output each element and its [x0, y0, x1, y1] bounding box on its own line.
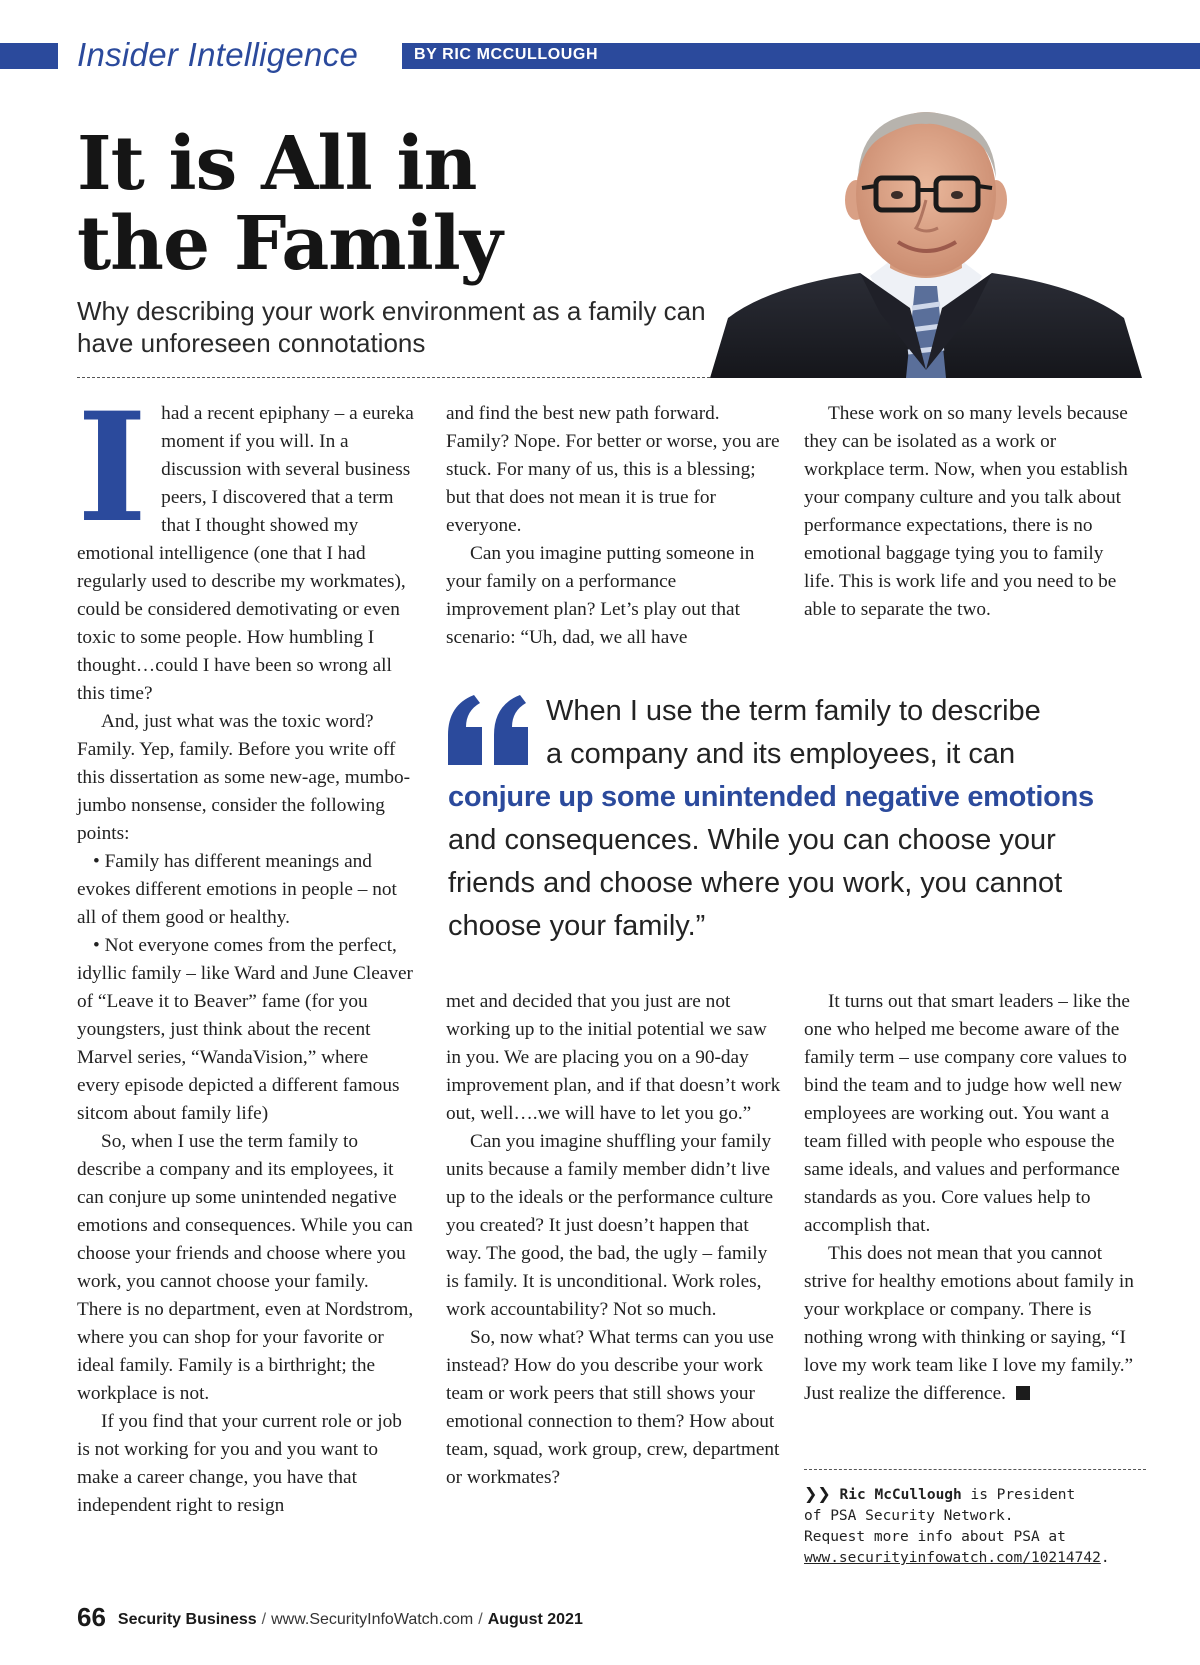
paragraph: Can you imagine shuffling your family units because a family member didn’t live up to the ideals or the performance culture you created? It just doesn’t happen that way. The good, the bad, the ugly – family is family. It is unconditional. Work roles, work accountability? Not so much.: [446, 1131, 774, 1320]
drop-cap: I: [77, 380, 148, 556]
header-left-bar: [0, 43, 58, 69]
footer-website: www.SecurityInfoWatch.com: [271, 1611, 474, 1628]
column-3-bottom: [804, 988, 1144, 1408]
paragraph-text: This does not mean that you cannot strive for healthy emotions about family in your workplace or company. There is nothing wrong with thinking or saying, “I love my work team like I love my family.” Just realize the difference.: [804, 1243, 1134, 1404]
title-line-2: the Family: [77, 201, 502, 287]
bio-name: Ric McCullough: [839, 1487, 962, 1503]
section-title: Insider Intelligence: [77, 36, 359, 73]
pull-quote-line: a company and its employees, it can: [546, 738, 1016, 770]
paragraph: and find the best new path forward. Family? Nope. For better or worse, you are stuck. For many of us, this is a blessing; but that does not mean it is true for everyone.: [446, 403, 780, 536]
bio-punctuation: .: [1100, 1550, 1110, 1566]
paragraph: So, now what? What terms can you use instead? How do you describe your work team or work peers that still shows your emotional connection to them? How about team, squad, work group, crew, department or workmates?: [446, 1327, 780, 1488]
author-bio: [804, 1483, 1164, 1569]
author-photo: [710, 108, 1142, 378]
column-2-top: [446, 400, 781, 652]
title-line-1: It is All in: [77, 121, 477, 207]
bio-text: is President: [961, 1487, 1076, 1503]
header-divider: [77, 377, 710, 378]
pull-quote-highlight: conjure up some unintended negative emotions: [448, 781, 1094, 813]
paragraph: met and decided that you just are not working up to the initial potential we saw in you. We are placing you on a 90-day improvement plan, and if that doesn’t work out, well….we will have to let you go.”: [446, 991, 781, 1124]
footer-separator: /: [478, 1611, 483, 1628]
footer-separator: /: [261, 1611, 267, 1628]
double-chevron-icon: ❯❯: [804, 1484, 831, 1503]
publication-name: Security Business: [117, 1611, 257, 1628]
pull-quote-line: friends and choose where you work, you cannot: [448, 867, 1063, 899]
column-2-bottom: [446, 988, 781, 1492]
pull-quote-line: choose your family.”: [448, 910, 706, 942]
pull-quote-line: and consequences. While you can choose your: [448, 824, 1056, 856]
paragraph: [804, 1240, 1144, 1408]
paragraph: If you find that your current role or job is not working for you and you want to make a career change, you have that independent right to resign: [77, 1411, 402, 1516]
paragraph: So, when I use the term family to describe a company and its employees, it can conjure up some unintended negative emotions and consequences. While you can choose your friends and choose where you work, you cannot choose your family. There is no department, even at Nordstrom, where you can shop for your favorite or ideal family. Family is a birthright; the workplace is not.: [77, 1131, 414, 1404]
bullet-item: • Not everyone comes from the perfect, idyllic family – like Ward and June Cleaver of “Leave it to Beaver” fame (for you youngsters, just think about the recent Marvel series, “WandaVision,” where every episode depicted a different famous sitcom about family life): [77, 935, 413, 1124]
column-3-top: [804, 400, 1134, 624]
end-mark-icon: [1016, 1386, 1030, 1400]
bio-divider: [804, 1469, 1146, 1470]
bio-text: of PSA Security Network.: [804, 1508, 1014, 1524]
paragraph: Can you imagine putting someone in your family on a performance improvement plan? Let’s play out that scenario: “Uh, dad, we all have: [446, 543, 755, 648]
page-footer: [77, 1602, 583, 1633]
pull-quote-line: When I use the term family to describe: [546, 695, 1041, 727]
bio-text: Request more info about PSA at: [804, 1529, 1066, 1545]
column-1: [77, 380, 415, 1520]
paragraph: had a recent epiphany – a eureka moment if you will. In a discussion with several business peers, I discovered that a term that I thought showed my emotional intelligence (one that I had regularly used to describe my workmates), could be considered demotivating or even toxic to some people. How humbling I thought…could I have been so wrong all this time?: [77, 403, 414, 704]
bio-link[interactable]: www.securityinfowatch.com/10214742: [804, 1550, 1101, 1566]
paragraph: These work on so many levels because they can be isolated as a work or workplace term. Now, when you establish your company culture and you talk about performance expectations, there is no emotional baggage tying you to family life. This is work life and you need to be able to separate the two.: [804, 403, 1128, 620]
pull-quote: [448, 690, 1168, 948]
paragraph: And, just what was the toxic word? Family. Yep, family. Before you write off this dissertation as some new-age, mumbo-jumbo nonsense, consider the following points:: [77, 711, 411, 844]
page-number: 66: [77, 1602, 106, 1632]
paragraph: It turns out that smart leaders – like the one who helped me become aware of the family term – use company core values to bind the team and to judge how well new employees are working out. You want a team filled with people who espouse the same ideals, and values and performance standards as you. Core values help to accomplish that.: [804, 991, 1130, 1236]
issue-date: August 2021: [487, 1611, 583, 1628]
bullet-item: • Family has different meanings and evokes different emotions in people – not all of them good or healthy.: [77, 851, 397, 928]
article-title: [77, 121, 677, 287]
article-deck: Why describing your work environment as a family can have unforeseen connotations: [77, 296, 706, 358]
byline: BY RIC MCCULLOUGH: [414, 46, 599, 63]
author-portrait-illustration: [710, 108, 1142, 378]
